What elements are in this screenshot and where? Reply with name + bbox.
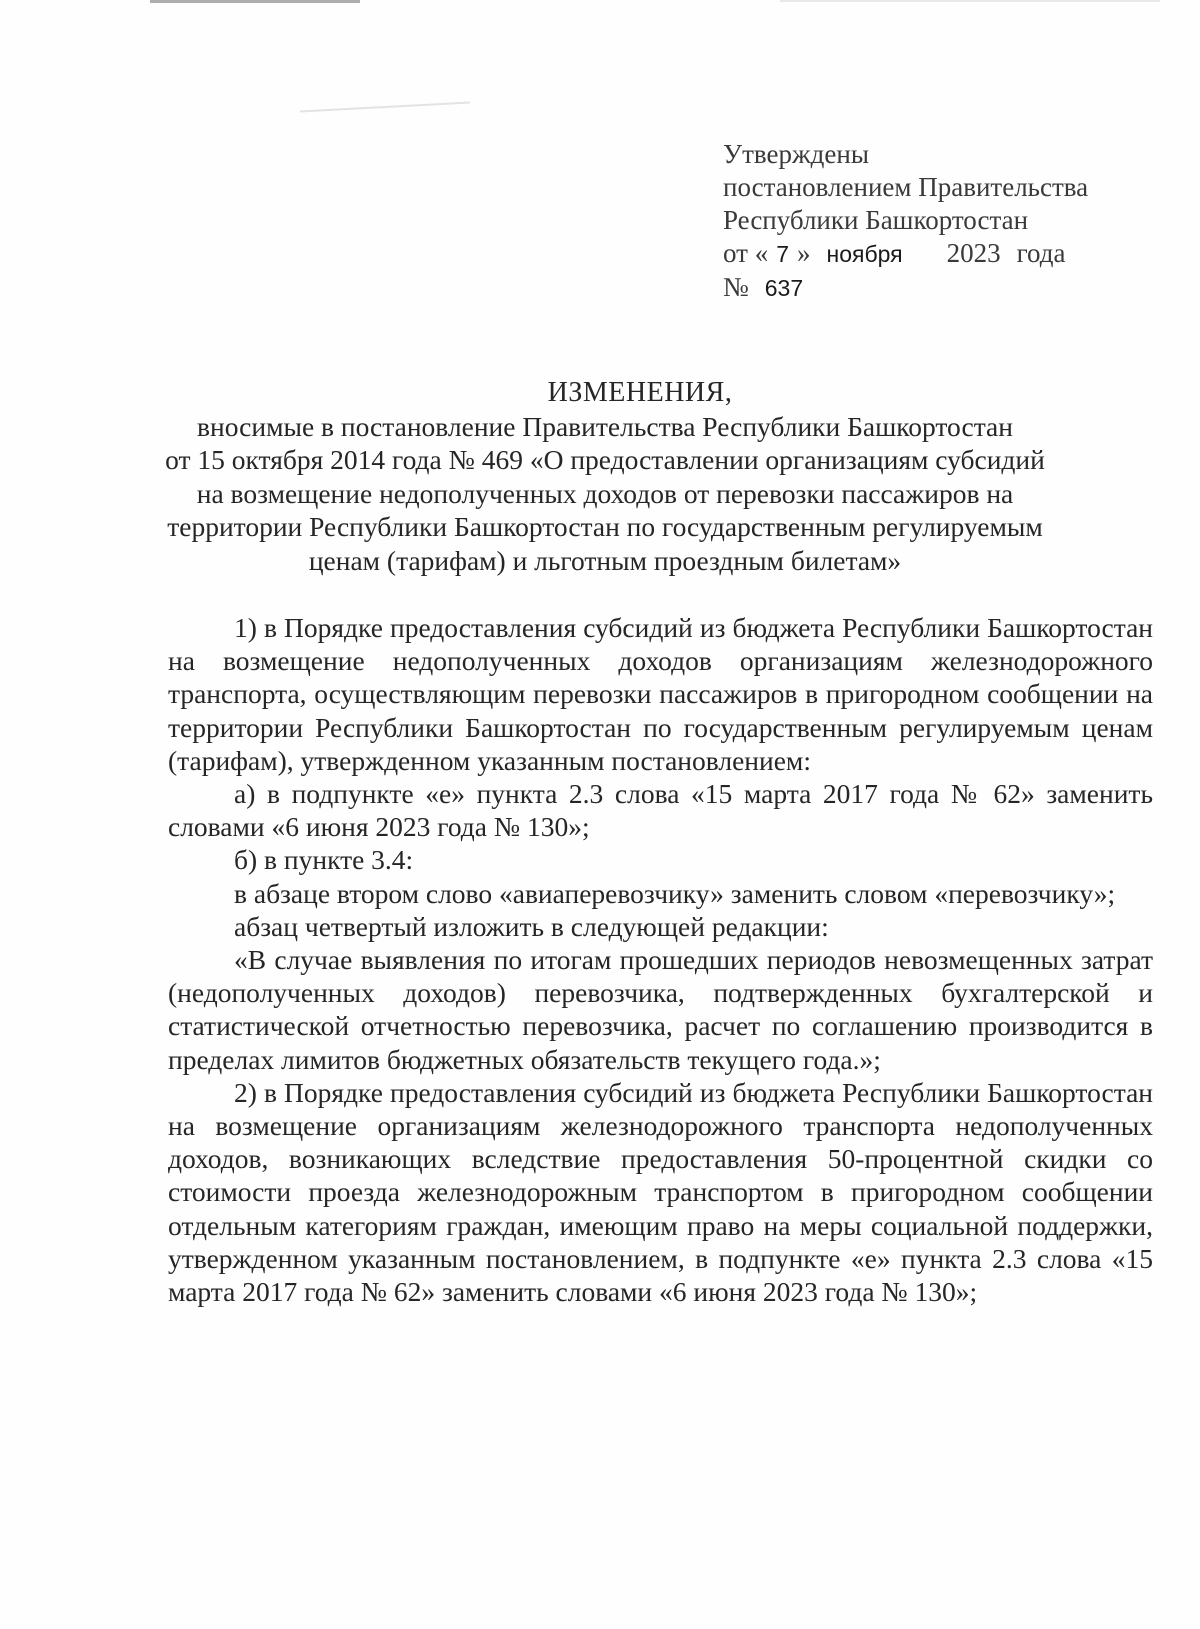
subtitle-line: от 15 октября 2014 года № 469 «О предоставлении организациям субсидий	[165, 444, 1045, 475]
approval-number: 637	[764, 275, 804, 301]
paragraph-item-2: 2) в Порядке предоставления субсидий из бюджета Республики Башкортостан на возмещение организациям железнодорожного транспорта недополученных доходов, возникающих вследствие предоставления 50-процентной скидки со стоимости проезда железнодорожным транспортом в пригородном сообщении отдельным категориям граждан, имеющим право на меры социальной поддержки, утвержденном указанным постановлением, в подпункте «е» пункта 2.3 слова «15 марта 2017 года № 62» заменить словами «6 июня 2023 года № 130»;	[168, 1076, 1153, 1308]
subtitle-line: на возмещение недополученных доходов от перевозки пассажиров на	[196, 477, 1014, 509]
document-heading	[150, 376, 1060, 577]
paragraph-item-1: 1) в Порядке предоставления субсидий из бюджета Республики Башкортостан на возмещение недополученных доходов организациям железнодорожного транспорта, осуществляющим перевозки пассажиров в пригородном сообщении на территории Республики Башкортостан по государственным регулируемым ценам (тарифам), утвержденном указанным постановлением:	[168, 612, 1153, 776]
subtitle-line: территории Республики Башкортостан по государственным регулируемым	[167, 511, 1043, 542]
paragraph-amendment: в абзаце втором слово «авиаперевозчику» заменить словом «перевозчику»;	[234, 877, 1116, 909]
scan-artifact	[150, 0, 360, 3]
date-prefix: от «	[723, 238, 769, 268]
document-body	[168, 611, 1153, 1308]
number-sign: №	[723, 272, 749, 302]
date-close-quote: »	[797, 238, 811, 268]
paragraph-subitem-a: а) в подпункте «е» пункта 2.3 слова «15 марта 2017 года № 62» заменить словами «6 июня 2023 года № 130»;	[168, 778, 1153, 843]
approval-year: 2023	[946, 238, 1001, 268]
approval-line-1: Утверждены	[723, 139, 869, 169]
document-title: ИЗМЕНЕНИЯ,	[547, 377, 733, 408]
approval-date-line	[723, 237, 1088, 271]
approval-year-word: года	[1016, 238, 1066, 268]
subtitle-line: вносимые в постановление Правительства Республики Башкортостан	[197, 410, 1013, 442]
subtitle-line: ценам (тарифам) и льготным проездным билетам»	[308, 544, 902, 576]
scan-artifact	[300, 102, 470, 113]
scan-artifact	[780, 0, 1160, 2]
approval-month: ноября	[826, 241, 903, 267]
paragraph-quoted-text: «В случае выявления по итогам прошедших периодов невозмещенных затрат (недополученных доходов) перевозчика, подтвержденных бухгалтерской и статистической отчетностью перевозчика, расчет по соглашению производится в пределах лимитов бюджетных обязательств текущего года.»;	[168, 944, 1153, 1075]
paragraph-amendment: абзац четвертый изложить в следующей редакции:	[234, 910, 829, 942]
approval-number-line	[723, 271, 1088, 305]
approval-line-2: постановлением Правительства	[723, 172, 1089, 202]
paragraph-subitem-b: б) в пункте 3.4:	[234, 844, 414, 876]
approval-line-3: Республики Башкортостан	[723, 205, 1029, 235]
approval-day: 7	[776, 241, 789, 267]
approval-block	[723, 138, 1088, 305]
